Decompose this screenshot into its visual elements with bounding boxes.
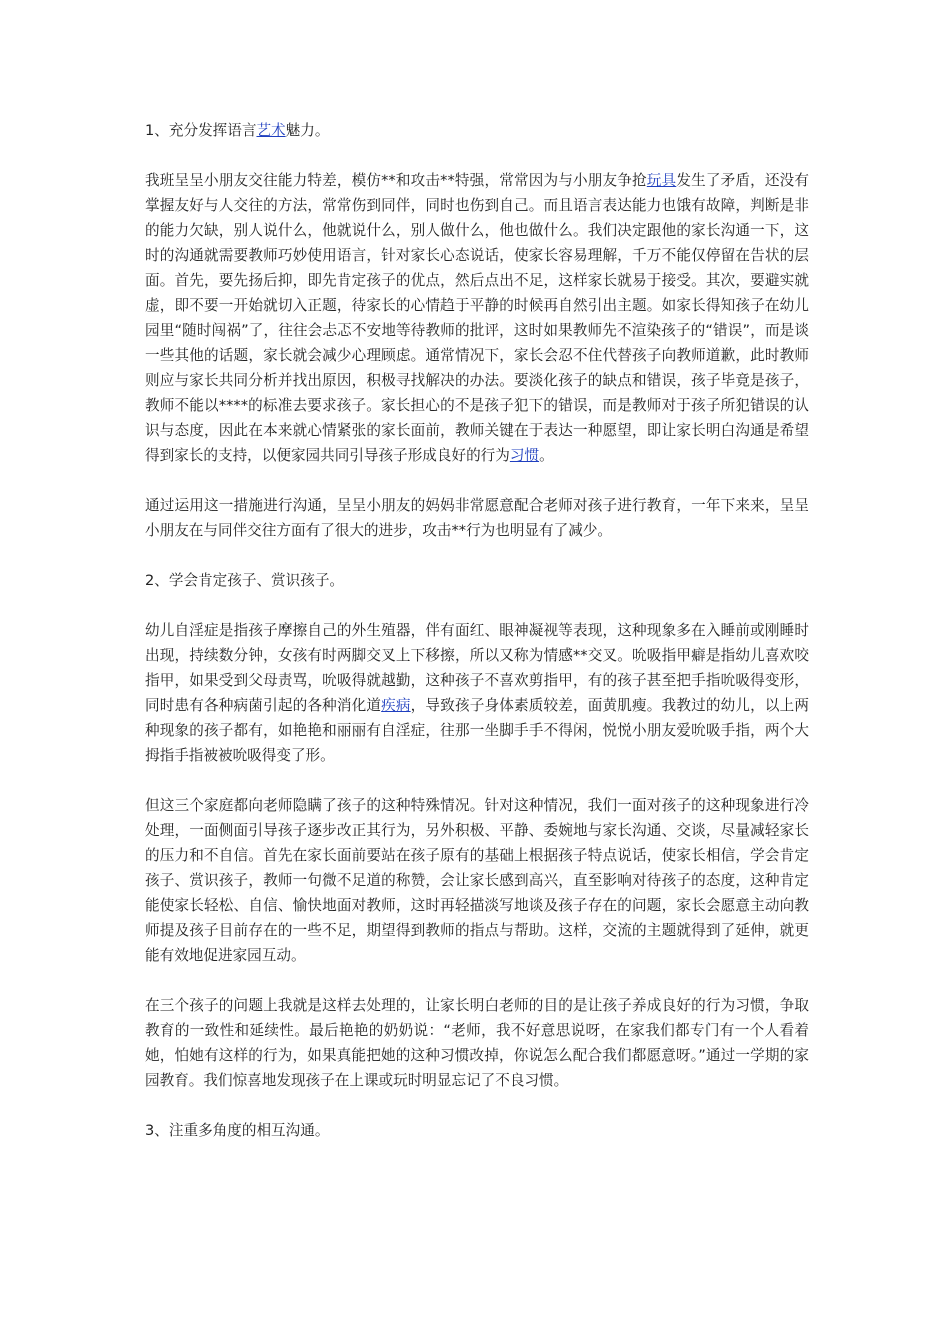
keyword-link-toys[interactable]: 玩具	[646, 172, 677, 189]
section-2-paragraph-3: 在三个孩子的问题上我就是这样去处理的，让家长明白老师的目的是让孩子养成良好的行为习惯，争取教育的一致性和延续性。最后艳艳的奶奶说：“老师，我不好意思说呀，在家我们都专门有一个人看着她，怕她有这样的行为，如果真能把她的这种习惯改掉，你说怎么配合我们都愿意呀。”通过一学期的家园教育。我们惊喜地发现孩子在上课或玩时明显忘记了不良习惯。	[145, 997, 809, 1089]
paragraph-text: ，导致孩子身体素质较差，面黄肌瘦。我教过的幼儿，以上两种现象的孩子都有，如艳艳和丽丽有自淫症，往那一坐脚手手不得闲，悦悦小朋友爱吮吸手指，两个大拇指手指被被吮吸得变了形。	[145, 697, 809, 764]
section-1-paragraph-1	[145, 168, 809, 468]
section-1-heading-prefix: 1、充分发挥语言	[145, 122, 257, 139]
keyword-link-disease[interactable]: 疾病	[381, 697, 411, 714]
paragraph-text: 发生了矛盾，还没有掌握友好与人交往的方法，常常伤到同伴，同时也伤到自己。而且语言表达能力也饿有故障，判断是非的能力欠缺，别人说什么，他就说什么，别人做什么，他也做什么。我们决定跟他的家长沟通一下，这时的沟通就需要教师巧妙使用语言，针对家长心态说话，使家长容易理解，千万不能仅停留在告状的层面。首先，要先扬后抑，即先肯定孩子的优点，然后点出不足，这样家长就易于接受。其次，要避实就虚，即不要一开始就切入正题，待家长的心情趋于平静的时候再自然引出主题。如家长得知孩子在幼儿园里“随时闯祸”了，往往会忐忑不安地等待教师的批评，这时如果教师先不渲染孩子的“错误”，而是谈一些其他的话题，家长就会减少心理顾虑。通常情况下，家长会忍不住代替孩子向教师道歉，此时教师则应与家长共同分析并找出原因，积极寻找解决的办法。要淡化孩子的缺点和错误，孩子毕竟是孩子，教师不能以****的标准去要求孩子。家长担心的不是孩子犯下的错误，而是教师对于孩子所犯错误的认识与态度，因此在本来就心情紧张的家长面前，教师关键在于表达一种愿望，即让家长明白沟通是希望得到家长的支持，以便家园共同引导孩子形成良好的行为	[145, 172, 809, 464]
section-1-heading	[145, 118, 809, 143]
section-2-paragraph-2: 但这三个家庭都向老师隐瞒了孩子的这种特殊情况。针对这种情况，我们一面对孩子的这种现象进行冷处理，一面侧面引导孩子逐步改正其行为，另外积极、平静、委婉地与家长沟通、交谈，尽量减轻家长的压力和不自信。首先在家长面前要站在孩子原有的基础上根据孩子特点说话，使家长相信，学会肯定孩子、赏识孩子，教师一句微不足道的称赞，会让家长感到高兴，直至影响对待孩子的态度，这种肯定能使家长轻松、自信、愉快地面对教师，这时再轻描淡写地谈及孩子存在的问题，家长会愿意主动向教师提及孩子目前存在的一些不足，期望得到教师的指点与帮助。这样，交流的主题就得到了延伸，就更能有效地促进家园互动。	[145, 797, 809, 964]
section-1-heading-suffix: 魅力。	[285, 122, 330, 139]
paragraph-text: 。	[539, 447, 554, 464]
paragraph-text: 我班呈呈小朋友交往能力特差，模仿**和攻击**特强，常常因为与小朋友争抢	[145, 172, 647, 189]
paragraph-text: 幼儿自淫症是指孩子摩擦自己的外生殖器，伴有面红、眼神凝视等表现，这种现象多在入睡前或刚睡时出现，持续数分钟，女孩有时两脚交叉上下移擦，所以又称为情感**交叉。吮吸指甲癖是指幼儿喜欢咬指甲，如果受到父母责骂，吮吸得就越勤，这种孩子不喜欢剪指甲，有的孩子甚至把手指吮吸得变形，同时患有各种病菌引起的各种消化道	[145, 622, 809, 714]
document-body	[145, 118, 809, 1168]
section-3-heading: 3、注重多角度的相互沟通。	[145, 1122, 330, 1139]
section-1-paragraph-2: 通过运用这一措施进行沟通，呈呈小朋友的妈妈非常愿意配合老师对孩子进行教育，一年下来来，呈呈小朋友在与同伴交往方面有了很大的进步，攻击**行为也明显有了减少。	[145, 497, 809, 539]
keyword-link-habit[interactable]: 习惯	[509, 447, 540, 464]
section-2-paragraph-1	[145, 618, 809, 768]
section-2-heading: 2、学会肯定孩子、赏识孩子。	[145, 572, 345, 589]
keyword-link-art[interactable]: 艺术	[256, 122, 286, 139]
